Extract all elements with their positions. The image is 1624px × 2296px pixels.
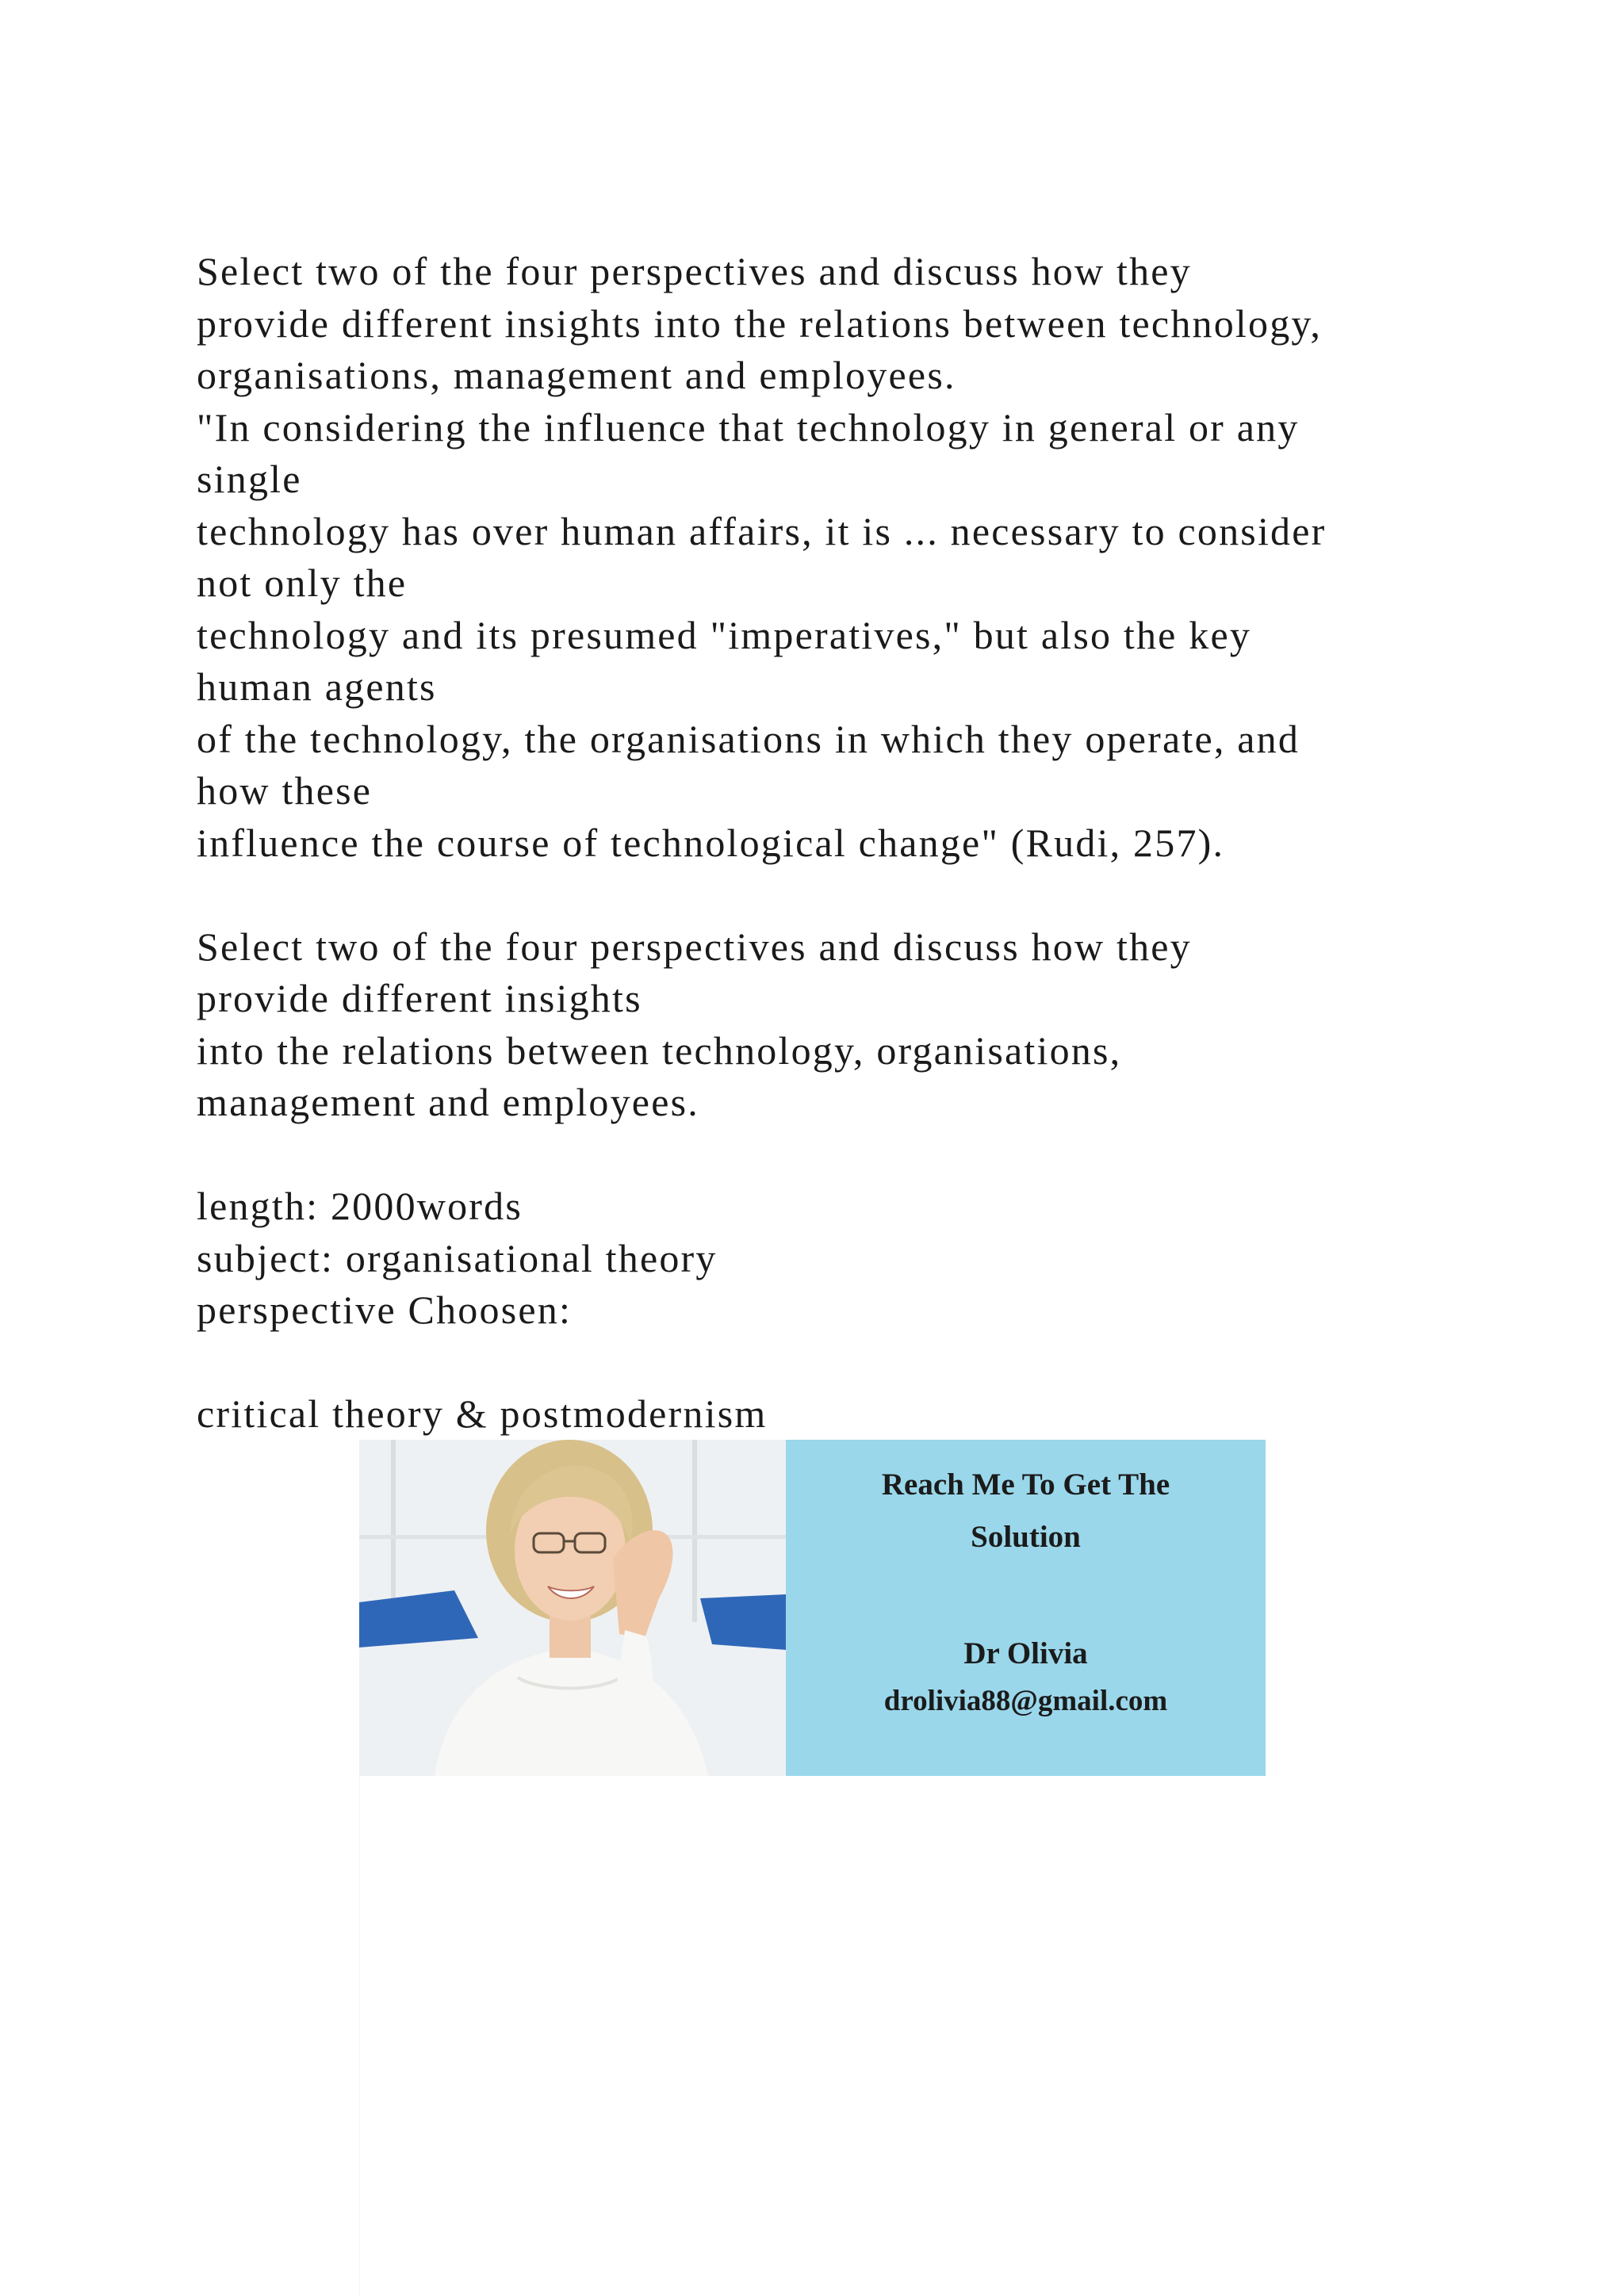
- text-line: critical theory & postmodernism: [197, 1391, 768, 1436]
- text-line: of the technology, the organisations in which they operate, and: [197, 716, 1300, 761]
- portrait-illustration: [359, 1440, 786, 1776]
- assignment-text: [197, 246, 1505, 1441]
- text-line: subject: organisational theory: [197, 1235, 718, 1280]
- cta-heading: Reach Me To Get The: [881, 1468, 1170, 1502]
- text-line: single: [197, 457, 302, 501]
- contact-banner: [359, 1440, 1266, 1776]
- text-line: provide different insights into the relations between technology,: [197, 300, 1323, 346]
- text-line: into the relations between technology, organisations,: [197, 1027, 1122, 1073]
- text-line: influence the course of technological change" (Rudi, 257).: [197, 820, 1225, 865]
- blank-line: [197, 869, 1505, 921]
- text-line: human agents: [197, 664, 437, 709]
- contact-name: Dr Olivia: [963, 1636, 1088, 1670]
- text-line: organisations, management and employees.: [197, 353, 956, 397]
- text-line: provide different insights: [197, 976, 642, 1020]
- blank-line: [197, 1129, 1505, 1181]
- text-line: "In considering the influence that technology in general or any: [197, 404, 1300, 450]
- text-line: technology has over human affairs, it is ... necessary to consider: [197, 508, 1327, 553]
- text-line: how these: [197, 768, 373, 813]
- text-line: length: 2000words: [197, 1184, 523, 1228]
- text-line: management and employees.: [197, 1080, 699, 1124]
- text-line: technology and its presumed "imperatives," but also the key: [197, 612, 1252, 657]
- text-line: perspective Choosen:: [197, 1288, 573, 1332]
- text-line: Select two of the four perspectives and discuss how they: [197, 924, 1192, 969]
- text-line: Select two of the four perspectives and discuss how they: [197, 249, 1192, 293]
- divider: [359, 1776, 360, 2296]
- blank-line: [197, 1337, 1505, 1389]
- portrait-photo: [359, 1440, 786, 1776]
- text-line: not only the: [197, 561, 408, 605]
- contact-info-panel: [786, 1440, 1266, 1776]
- cta-heading-continued: Solution: [971, 1520, 1081, 1554]
- contact-email: drolivia88@gmail.com: [883, 1685, 1168, 1717]
